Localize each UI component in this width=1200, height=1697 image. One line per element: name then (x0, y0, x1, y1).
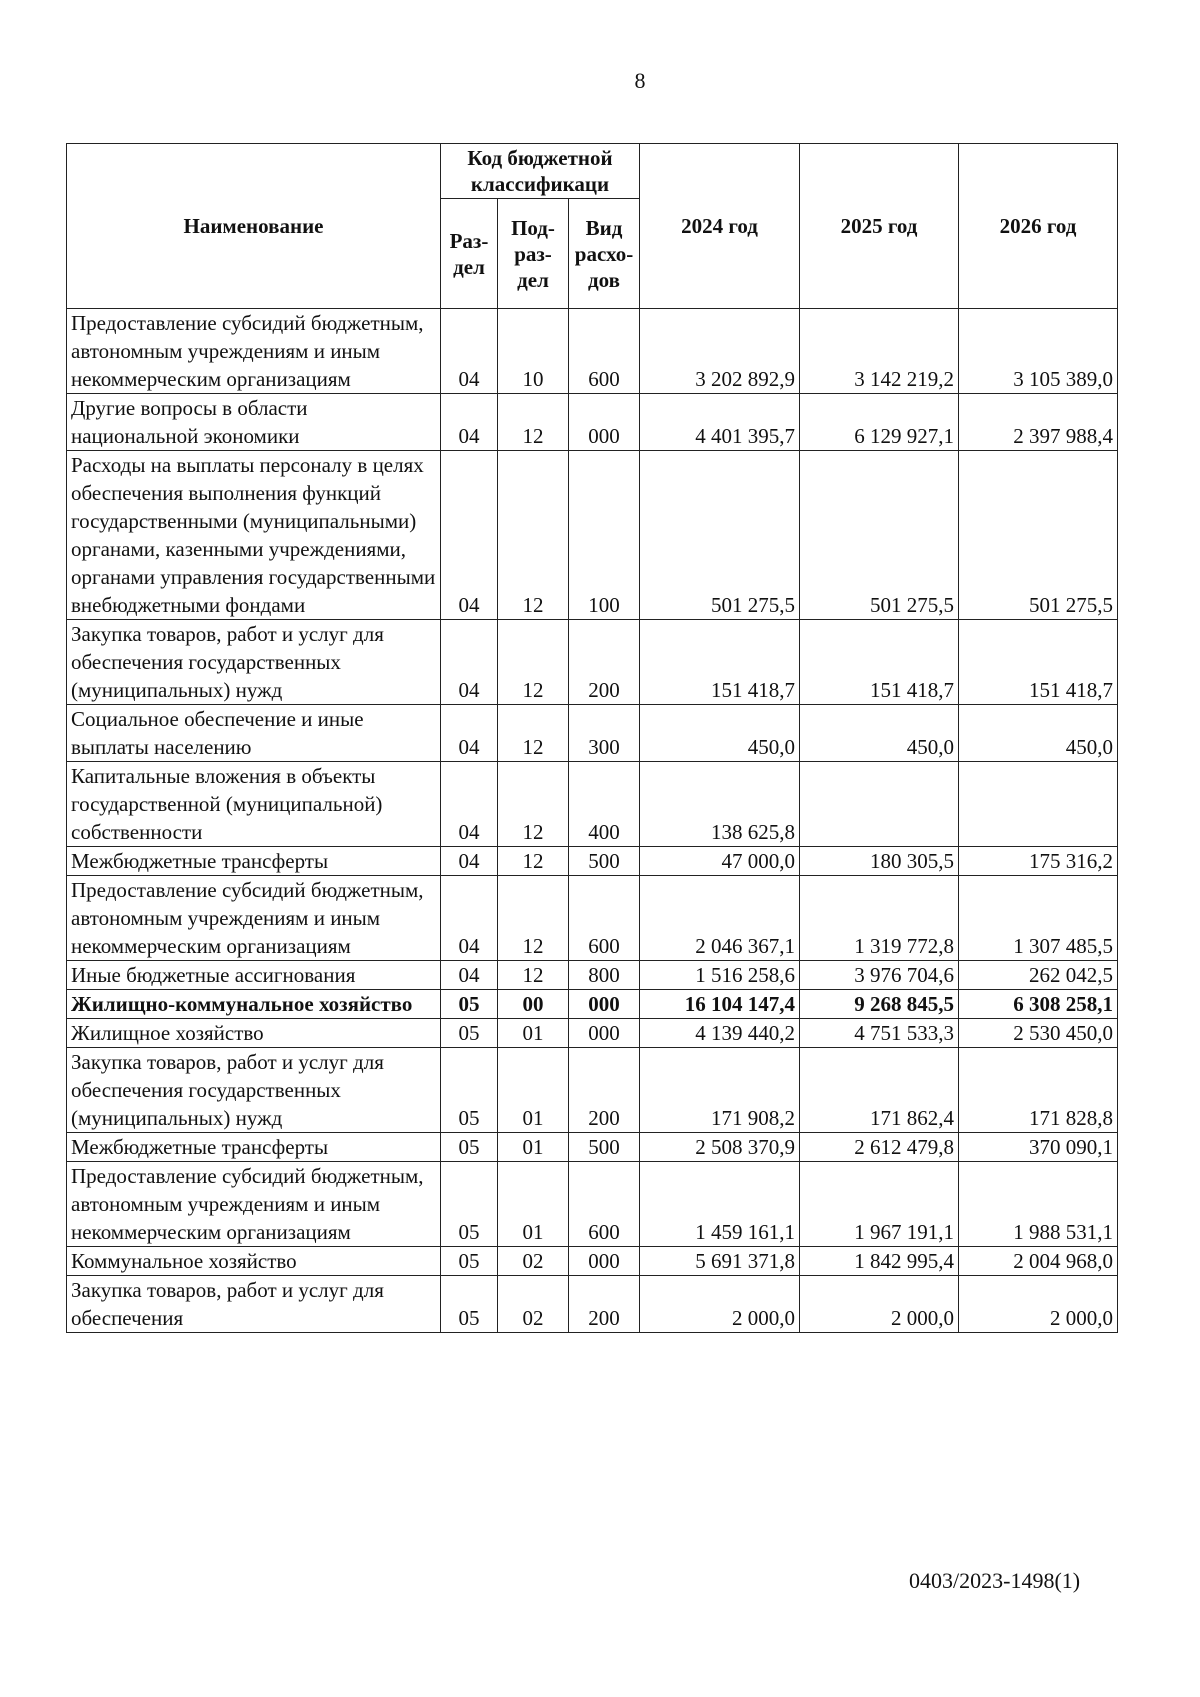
cell-y2024: 1 516 258,6 (640, 961, 800, 990)
budget-table (66, 143, 1118, 1333)
cell-y2025: 6 129 927,1 (800, 394, 959, 451)
cell-y2025: 1 967 191,1 (800, 1162, 959, 1247)
cell-y2026: 501 275,5 (959, 451, 1118, 620)
cell-vid: 200 (569, 620, 640, 705)
cell-y2025: 3 976 704,6 (800, 961, 959, 990)
cell-y2025: 1 319 772,8 (800, 876, 959, 961)
document-id: 0403/2023-1498(1) (909, 1568, 1081, 1593)
cell-podrazdel: 12 (498, 847, 569, 876)
cell-y2025: 2 000,0 (800, 1276, 959, 1333)
cell-y2026: 2 530 450,0 (959, 1019, 1118, 1048)
cell-name: Предоставление субсидий бюджетным, автономным учреждениям и иным некоммерческим организациям (67, 876, 441, 961)
cell-y2024: 138 625,8 (640, 762, 800, 847)
cell-razdel: 05 (441, 1019, 498, 1048)
page-number: 8 (634, 68, 646, 93)
cell-name: Иные бюджетные ассигнования (67, 961, 441, 990)
cell-vid: 000 (569, 990, 640, 1019)
cell-y2024: 16 104 147,4 (640, 990, 800, 1019)
cell-vid: 800 (569, 961, 640, 990)
cell-y2026: 171 828,8 (959, 1048, 1118, 1133)
header-2024: 2024 год (640, 144, 800, 309)
header-podrazdel: Под- раз- дел (498, 199, 569, 309)
cell-y2025: 9 268 845,5 (800, 990, 959, 1019)
cell-name: Межбюджетные трансферты (67, 1133, 441, 1162)
cell-razdel: 04 (441, 394, 498, 451)
cell-name: Закупка товаров, работ и услуг для обеспечения государственных (муниципальных) нужд (67, 620, 441, 705)
cell-name: Предоставление субсидий бюджетным, автономным учреждениям и иным некоммерческим организациям (67, 309, 441, 394)
cell-name: Капитальные вложения в объекты государственной (муниципальной) собственности (67, 762, 441, 847)
cell-vid: 200 (569, 1048, 640, 1133)
cell-y2024: 3 202 892,9 (640, 309, 800, 394)
cell-y2024: 171 908,2 (640, 1048, 800, 1133)
header-name: Наименование (67, 144, 441, 309)
header-code-group: Код бюджетной классификаци (441, 144, 640, 199)
table-row (67, 876, 1118, 961)
cell-vid: 600 (569, 876, 640, 961)
cell-vid: 000 (569, 394, 640, 451)
cell-y2026: 1 988 531,1 (959, 1162, 1118, 1247)
cell-y2026: 262 042,5 (959, 961, 1118, 990)
cell-name: Другие вопросы в области национальной экономики (67, 394, 441, 451)
cell-y2024: 501 275,5 (640, 451, 800, 620)
cell-y2026: 3 105 389,0 (959, 309, 1118, 394)
cell-name: Жилищно-коммунальное хозяйство (67, 990, 441, 1019)
header-2025: 2025 год (800, 144, 959, 309)
cell-y2026: 151 418,7 (959, 620, 1118, 705)
table-body (67, 309, 1118, 1333)
table-row (67, 762, 1118, 847)
cell-y2026: 2 397 988,4 (959, 394, 1118, 451)
table-row (67, 309, 1118, 394)
cell-razdel: 05 (441, 990, 498, 1019)
cell-y2025: 450,0 (800, 705, 959, 762)
cell-name: Жилищное хозяйство (67, 1019, 441, 1048)
cell-razdel: 04 (441, 762, 498, 847)
cell-razdel: 04 (441, 876, 498, 961)
cell-vid: 400 (569, 762, 640, 847)
cell-podrazdel: 02 (498, 1247, 569, 1276)
cell-y2025 (800, 762, 959, 847)
cell-podrazdel: 01 (498, 1162, 569, 1247)
cell-razdel: 05 (441, 1133, 498, 1162)
cell-name: Социальное обеспечение и иные выплаты населению (67, 705, 441, 762)
header-razdel: Раз- дел (441, 199, 498, 309)
cell-razdel: 04 (441, 451, 498, 620)
cell-razdel: 04 (441, 620, 498, 705)
cell-name: Закупка товаров, работ и услуг для обеспечения государственных (муниципальных) нужд (67, 1048, 441, 1133)
cell-razdel: 05 (441, 1162, 498, 1247)
cell-name: Закупка товаров, работ и услуг для обеспечения (67, 1276, 441, 1333)
cell-y2024: 151 418,7 (640, 620, 800, 705)
cell-vid: 500 (569, 1133, 640, 1162)
table-row (67, 451, 1118, 620)
cell-y2024: 4 401 395,7 (640, 394, 800, 451)
cell-y2026: 450,0 (959, 705, 1118, 762)
table-row (67, 1162, 1118, 1247)
cell-razdel: 05 (441, 1247, 498, 1276)
table-row (67, 961, 1118, 990)
cell-name: Коммунальное хозяйство (67, 1247, 441, 1276)
cell-name: Предоставление субсидий бюджетным, автономным учреждениям и иным некоммерческим организациям (67, 1162, 441, 1247)
cell-vid: 000 (569, 1247, 640, 1276)
table-row (67, 1133, 1118, 1162)
cell-name: Межбюджетные трансферты (67, 847, 441, 876)
cell-podrazdel: 01 (498, 1133, 569, 1162)
cell-podrazdel: 10 (498, 309, 569, 394)
cell-y2024: 2 046 367,1 (640, 876, 800, 961)
cell-razdel: 04 (441, 847, 498, 876)
cell-y2026: 175 316,2 (959, 847, 1118, 876)
cell-y2026: 6 308 258,1 (959, 990, 1118, 1019)
cell-podrazdel: 12 (498, 961, 569, 990)
cell-razdel: 04 (441, 961, 498, 990)
cell-y2026: 2 000,0 (959, 1276, 1118, 1333)
cell-vid: 600 (569, 309, 640, 394)
cell-y2024: 2 000,0 (640, 1276, 800, 1333)
table-row (67, 847, 1118, 876)
cell-podrazdel: 01 (498, 1019, 569, 1048)
cell-vid: 500 (569, 847, 640, 876)
cell-podrazdel: 01 (498, 1048, 569, 1133)
cell-y2025: 1 842 995,4 (800, 1247, 959, 1276)
cell-podrazdel: 02 (498, 1276, 569, 1333)
cell-y2024: 5 691 371,8 (640, 1247, 800, 1276)
cell-razdel: 05 (441, 1048, 498, 1133)
cell-podrazdel: 12 (498, 876, 569, 961)
cell-y2026: 2 004 968,0 (959, 1247, 1118, 1276)
cell-y2024: 1 459 161,1 (640, 1162, 800, 1247)
header-vid: Вид расхо- дов (569, 199, 640, 309)
table-row (67, 1276, 1118, 1333)
cell-y2024: 450,0 (640, 705, 800, 762)
cell-y2025: 151 418,7 (800, 620, 959, 705)
cell-y2026 (959, 762, 1118, 847)
cell-vid: 300 (569, 705, 640, 762)
cell-y2025: 180 305,5 (800, 847, 959, 876)
cell-y2024: 4 139 440,2 (640, 1019, 800, 1048)
cell-podrazdel: 00 (498, 990, 569, 1019)
table-row (67, 394, 1118, 451)
cell-razdel: 04 (441, 705, 498, 762)
cell-y2025: 3 142 219,2 (800, 309, 959, 394)
cell-y2025: 2 612 479,8 (800, 1133, 959, 1162)
cell-podrazdel: 12 (498, 705, 569, 762)
cell-podrazdel: 12 (498, 620, 569, 705)
cell-y2025: 501 275,5 (800, 451, 959, 620)
cell-podrazdel: 12 (498, 451, 569, 620)
cell-y2025: 4 751 533,3 (800, 1019, 959, 1048)
cell-vid: 600 (569, 1162, 640, 1247)
cell-y2025: 171 862,4 (800, 1048, 959, 1133)
table-row (67, 620, 1118, 705)
table-row (67, 1247, 1118, 1276)
cell-vid: 000 (569, 1019, 640, 1048)
cell-vid: 200 (569, 1276, 640, 1333)
cell-razdel: 04 (441, 309, 498, 394)
cell-y2026: 370 090,1 (959, 1133, 1118, 1162)
table-row (67, 1048, 1118, 1133)
cell-vid: 100 (569, 451, 640, 620)
cell-podrazdel: 12 (498, 394, 569, 451)
cell-name: Расходы на выплаты персоналу в целях обеспечения выполнения функций государственными (муниципальными) органами, казенными учреждениями, органами управления государственными внебюджетными фондами (67, 451, 441, 620)
cell-razdel: 05 (441, 1276, 498, 1333)
cell-y2024: 47 000,0 (640, 847, 800, 876)
table-row (67, 1019, 1118, 1048)
cell-y2026: 1 307 485,5 (959, 876, 1118, 961)
table-row (67, 705, 1118, 762)
cell-podrazdel: 12 (498, 762, 569, 847)
cell-y2024: 2 508 370,9 (640, 1133, 800, 1162)
table-row (67, 990, 1118, 1019)
header-2026: 2026 год (959, 144, 1118, 309)
